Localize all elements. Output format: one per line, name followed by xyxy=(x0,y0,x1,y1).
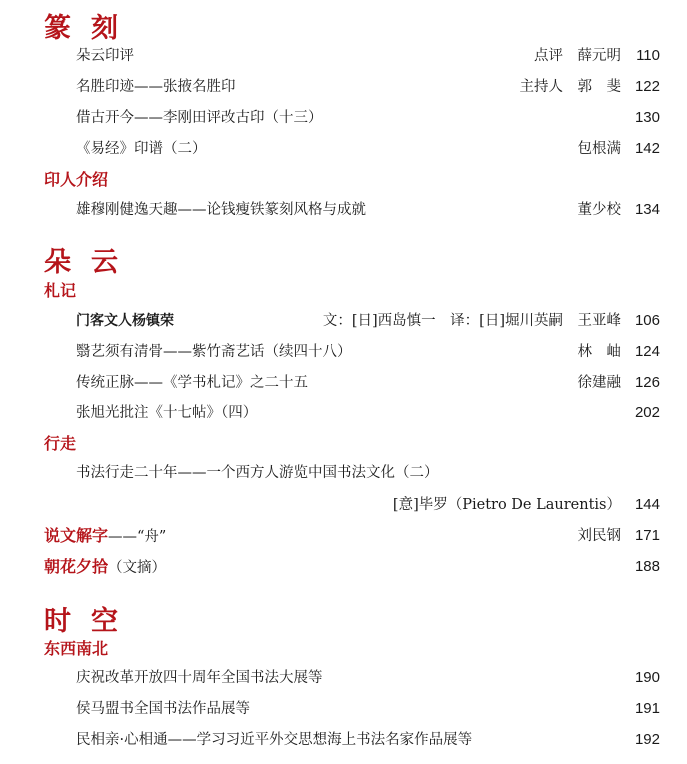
list-item[interactable] xyxy=(0,199,687,221)
entry-page: 142 xyxy=(634,140,660,157)
list-item[interactable] xyxy=(0,667,687,689)
section-title-shikong: 时空 xyxy=(44,606,138,637)
list-item[interactable] xyxy=(0,462,687,484)
list-item xyxy=(0,556,687,578)
entry-page: 124 xyxy=(634,343,660,360)
entry-page: 126 xyxy=(634,374,660,391)
list-item xyxy=(0,525,687,547)
entry-author: 点评 薛元明 xyxy=(534,48,621,64)
entry-page: 106 xyxy=(634,312,660,329)
list-item[interactable] xyxy=(0,45,687,67)
entry-title: 门客文人杨镇荣 xyxy=(76,313,174,329)
subsection-title-xingzou: 行走 xyxy=(44,434,77,453)
entry-title: 《易经》印谱（二） xyxy=(76,141,207,157)
list-item[interactable] xyxy=(0,76,687,98)
list-item[interactable] xyxy=(0,341,687,363)
entry-title: 翳艺须有清骨——紫竹斋艺话（续四十八） xyxy=(76,344,352,360)
entry-title-suffix: ——“舟” xyxy=(108,529,167,545)
entry-author: 董少校 xyxy=(577,202,621,218)
entry-page: 130 xyxy=(634,109,660,126)
list-item[interactable] xyxy=(0,729,687,751)
entry-page: 144 xyxy=(634,496,660,513)
entry-page: 188 xyxy=(634,558,660,575)
entry-title: 传统正脉——《学书札记》之二十五 xyxy=(76,375,308,391)
entry-page: 110 xyxy=(636,47,660,64)
list-item[interactable] xyxy=(0,698,687,720)
entry-title: 侯马盟书全国书法作品展等 xyxy=(76,701,250,717)
entry-page: 202 xyxy=(634,404,660,421)
subsection-title-zhaji: 札记 xyxy=(44,281,77,300)
entry-page: 190 xyxy=(634,669,660,686)
entry-author: 刘民钢 xyxy=(577,528,621,544)
subsection-title-dongxinanbei: 东西南北 xyxy=(44,639,109,658)
entry-title: 书法行走二十年——一个西方人游览中国书法文化（二） xyxy=(76,465,439,481)
entry-title: 名胜印迹——张掖名胜印 xyxy=(76,79,236,95)
list-item[interactable] xyxy=(0,138,687,160)
entry-title: 朵云印评 xyxy=(76,48,134,64)
entry-title: 庆祝改革开放四十周年全国书法大展等 xyxy=(76,670,323,686)
entry-page: 191 xyxy=(634,700,660,717)
entry-page: 122 xyxy=(634,78,660,95)
entry-page: 192 xyxy=(634,731,660,748)
entry-author: 徐建融 xyxy=(577,375,621,391)
entry-title: 雄穆刚健逸天趣——论钱瘦铁篆刻风格与成就 xyxy=(76,202,366,218)
section-title-zhuanke: 篆刻 xyxy=(44,13,138,44)
entry-author: 林 岫 xyxy=(577,344,621,360)
list-item[interactable] xyxy=(0,402,687,424)
entry-author: [意]毕罗（Pietro De Laurentis） xyxy=(392,497,621,513)
subsection-title-yinren: 印人介绍 xyxy=(44,170,109,189)
entry-author: 包根满 xyxy=(577,141,621,157)
list-item[interactable] xyxy=(0,310,687,332)
entry-title-suffix: （文摘） xyxy=(108,560,167,576)
entry-title: 张旭光批注《十七帖》（四） xyxy=(76,405,258,421)
entry-author: 文：[日]西岛慎一 译：[日]堀川英嗣 王亚峰 xyxy=(322,313,621,329)
entry-title-red: 说文解字 xyxy=(44,526,109,545)
section-title-duoyun: 朵云 xyxy=(44,247,138,278)
entry-page: 134 xyxy=(634,201,660,218)
entry-title: 借古开今——李刚田评改古印（十三） xyxy=(76,110,323,126)
list-item[interactable] xyxy=(0,494,687,516)
entry-title-red: 朝花夕拾 xyxy=(44,557,109,576)
entry-title: 民相亲·心相通——学习习近平外交思想海上书法名家作品展等 xyxy=(76,732,473,748)
entry-author: 主持人 郭 斐 xyxy=(519,79,621,95)
entry-page: 171 xyxy=(634,527,660,544)
list-item[interactable] xyxy=(0,372,687,394)
list-item[interactable] xyxy=(0,107,687,129)
